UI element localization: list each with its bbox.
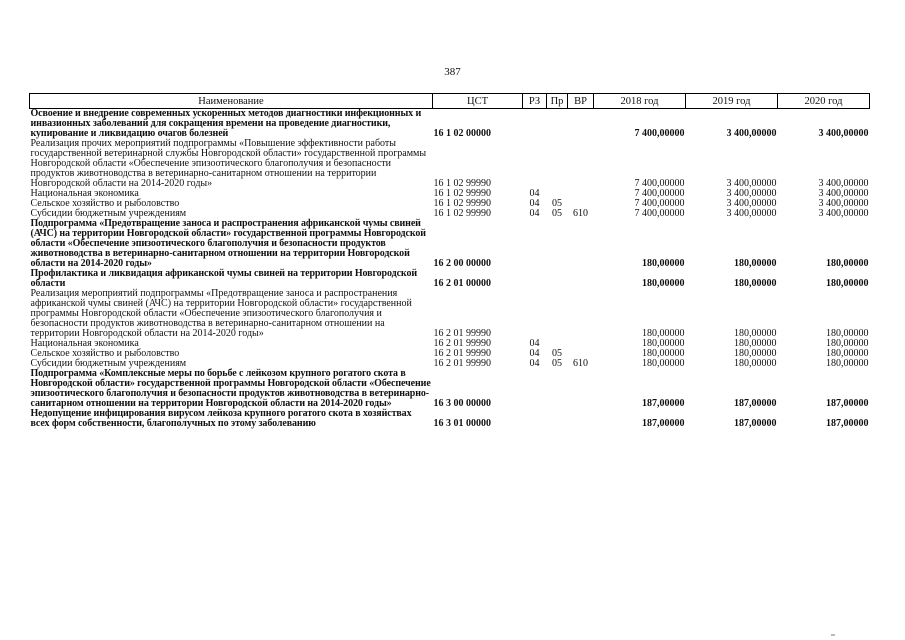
cell-2020: 187,00000 — [826, 418, 869, 429]
header-2020: 2020 год — [778, 94, 870, 109]
cell-2018: 7 400,00000 — [634, 178, 685, 189]
cell-2018: 7 400,00000 — [634, 198, 685, 209]
cell-2020: 180,00000 — [826, 338, 869, 349]
cell-cst: 16 2 00 00000 — [433, 258, 491, 269]
cell-name: Реализация мероприятий подпрограммы «Предотвращение заноса и распространения африканской чумы свиней (АЧС) на территории Новгородской области» государственной программы Новгородской области «Обеспечение эпизоотического благополучия и безопасности продуктов животноводства в ветеринарно-санитарном отношении на территории Новгородской области на 2014-2020 годы» — [30, 288, 412, 339]
cell-cst: 16 2 01 00000 — [433, 278, 491, 289]
cell-2019: 180,00000 — [734, 348, 777, 359]
header-row — [30, 94, 870, 109]
cell-vr: 610 — [573, 208, 588, 219]
cell-pr — [547, 109, 568, 140]
cell-2018: 180,00000 — [642, 358, 685, 369]
cell-2020: 180,00000 — [826, 328, 869, 339]
cell-cst: 16 1 02 99990 — [433, 208, 491, 219]
cell-2020: 180,00000 — [826, 348, 869, 359]
cell-2019: 3 400,00000 — [726, 198, 777, 209]
cell-2019: 180,00000 — [734, 358, 777, 369]
cell-vr: 610 — [573, 358, 588, 369]
cell-rz: 04 — [529, 208, 540, 219]
cell-rz — [523, 369, 547, 409]
table-row — [30, 269, 870, 289]
cell-name: Недопущение инфицирования вирусом лейкоза крупного рогатого скота в хозяйствах всех форм собственности, благополучных по этому заболеванию — [30, 408, 412, 429]
cell-name: Субсидии бюджетным учреждениям — [30, 358, 187, 369]
cell-cst: 16 1 02 99990 — [433, 178, 491, 189]
cell-rz — [523, 409, 547, 429]
cell-pr — [547, 369, 568, 409]
cell-pr — [547, 409, 568, 429]
cell-pr: 05 — [552, 198, 562, 209]
cell-vr — [568, 339, 594, 349]
cell-vr — [568, 269, 594, 289]
cell-rz: 04 — [529, 358, 540, 369]
cell-vr — [568, 219, 594, 269]
cell-pr: 05 — [552, 208, 562, 219]
cell-2020: 3 400,00000 — [818, 208, 869, 219]
cell-2018: 180,00000 — [642, 278, 685, 289]
header-rz: РЗ — [523, 94, 547, 109]
header-pr: Пр — [547, 94, 568, 109]
cell-2019: 180,00000 — [734, 258, 777, 269]
header-vr: ВР — [568, 94, 594, 109]
cell-pr — [547, 289, 568, 339]
cell-vr — [568, 139, 594, 189]
cell-2018: 7 400,00000 — [634, 208, 685, 219]
cell-2020: 180,00000 — [826, 258, 869, 269]
cell-cst: 16 2 01 99990 — [433, 348, 491, 359]
cell-2019: 187,00000 — [734, 398, 777, 409]
cell-2019: 3 400,00000 — [726, 128, 777, 139]
cell-rz: 04 — [529, 338, 540, 349]
cell-name: Субсидии бюджетным учреждениям — [30, 208, 187, 219]
cell-vr — [568, 109, 594, 140]
cell-cst: 16 1 02 00000 — [433, 128, 491, 139]
table-row — [30, 409, 870, 429]
cell-2019: 180,00000 — [734, 278, 777, 289]
cell-cst: 16 3 01 00000 — [433, 418, 491, 429]
table-header — [30, 94, 870, 109]
cell-2019: 180,00000 — [734, 328, 777, 339]
cell-name: Подпрограмма «Предотвращение заноса и распространения африканской чумы свиней (АЧС) на территории Новгородской области» государственной программы Новгородской области «Обеспечение эпизоотического благополучия и безопасности продуктов животноводства в ветеринарно-санитарном отношении на территории Новгородской области на 2014-2020 годы» — [30, 218, 426, 269]
cell-name: Подпрограмма «Комплексные меры по борьбе с лейкозом крупного рогатого скота в Новгородской области» государственной программы Новгородской области «Обеспечение эпизоотического благополучия и безопасности продуктов животноводства в ветеринарно-санитарном отношении на территории Новгородской области на 2014-2020 годы» — [30, 368, 431, 409]
cell-2018: 180,00000 — [642, 328, 685, 339]
header-2019: 2019 год — [686, 94, 778, 109]
cell-2020: 180,00000 — [826, 278, 869, 289]
cell-2019: 3 400,00000 — [726, 188, 777, 199]
cell-2020: 187,00000 — [826, 398, 869, 409]
cell-2020: 3 400,00000 — [818, 128, 869, 139]
cell-name: Национальная экономика — [30, 188, 139, 199]
cell-pr: 05 — [552, 348, 562, 359]
cell-name: Освоение и внедрение современных ускоренных методов диагностики инфекционных и инвазионных заболеваний для сокращения времени на проведение диагностики, купирование и ликвидацию очагов болезней — [30, 108, 422, 139]
cell-name: Реализация прочих мероприятий подпрограммы «Повышение эффективности работы государственной ветеринарной службы Новгородской области» государственной программы Новгородской области «Обеспечение эпизоотического благополучия и безопасности продуктов животноводства в ветеринарно-санитарном отношении на территории Новгородской области на 2014-2020 годы» — [30, 138, 427, 189]
cell-2018: 187,00000 — [642, 398, 685, 409]
cell-2020: 3 400,00000 — [818, 178, 869, 189]
cell-name: Национальная экономика — [30, 338, 139, 349]
table-row — [30, 139, 870, 189]
cell-rz — [523, 139, 547, 189]
cell-rz — [523, 219, 547, 269]
header-2018: 2018 год — [594, 94, 686, 109]
cell-2018: 180,00000 — [642, 348, 685, 359]
scan-speck — [831, 634, 835, 636]
cell-2020: 3 400,00000 — [818, 188, 869, 199]
cell-2018: 187,00000 — [642, 418, 685, 429]
budget-table — [29, 93, 870, 429]
cell-cst: 16 3 00 00000 — [433, 398, 491, 409]
page-number: 387 — [444, 66, 461, 78]
table-row — [30, 219, 870, 269]
cell-vr — [568, 289, 594, 339]
cell-pr — [547, 219, 568, 269]
cell-vr — [568, 189, 594, 199]
cell-rz: 04 — [529, 348, 540, 359]
cell-2020: 3 400,00000 — [818, 198, 869, 209]
cell-rz — [523, 109, 547, 140]
cell-2019: 187,00000 — [734, 418, 777, 429]
cell-cst: 16 2 01 99990 — [433, 328, 491, 339]
cell-cst: 16 2 01 99990 — [433, 358, 491, 369]
cell-cst: 16 1 02 99990 — [433, 188, 491, 199]
cell-cst: 16 1 02 99990 — [433, 198, 491, 209]
cell-2018: 180,00000 — [642, 258, 685, 269]
cell-2019: 3 400,00000 — [726, 178, 777, 189]
cell-2018: 7 400,00000 — [634, 188, 685, 199]
cell-name: Сельское хозяйство и рыболовство — [30, 348, 180, 359]
cell-vr — [568, 369, 594, 409]
cell-2019: 3 400,00000 — [726, 208, 777, 219]
cell-2018: 7 400,00000 — [634, 128, 685, 139]
cell-pr — [547, 269, 568, 289]
cell-2020: 180,00000 — [826, 358, 869, 369]
header-name: Наименование — [30, 94, 433, 109]
cell-name: Сельское хозяйство и рыболовство — [30, 198, 180, 209]
table-body — [30, 109, 870, 430]
cell-vr — [568, 409, 594, 429]
cell-2019: 180,00000 — [734, 338, 777, 349]
cell-name: Профилактика и ликвидация африканской чумы свиней на территории Новгородской области — [30, 268, 418, 289]
table-row — [30, 109, 870, 140]
cell-cst: 16 2 01 99990 — [433, 338, 491, 349]
table-row — [30, 289, 870, 339]
cell-rz — [523, 289, 547, 339]
cell-rz: 04 — [529, 198, 540, 209]
table-row — [30, 369, 870, 409]
cell-pr: 05 — [552, 358, 562, 369]
header-cst: ЦСТ — [433, 94, 523, 109]
cell-2018: 180,00000 — [642, 338, 685, 349]
cell-rz: 04 — [529, 188, 540, 199]
cell-pr — [547, 139, 568, 189]
cell-rz — [523, 269, 547, 289]
